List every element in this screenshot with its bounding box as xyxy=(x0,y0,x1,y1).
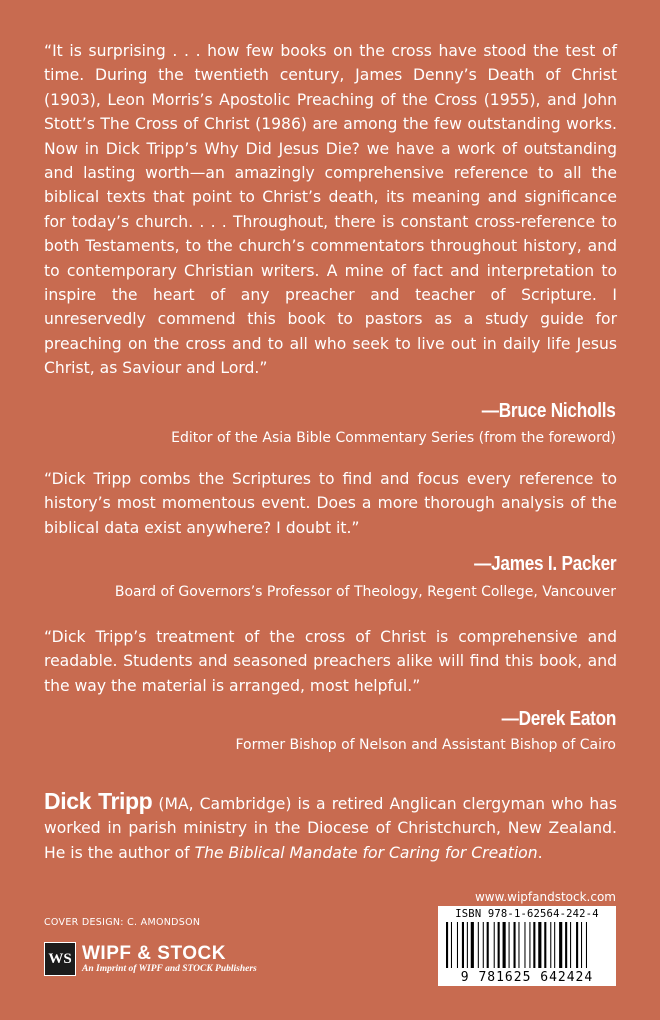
ws-logo-icon: WS xyxy=(44,942,76,976)
quote-packer: “Dick Tripp combs the Scriptures to find and focus every reference to history’s most momentous event. Does a more thorough analysis of the biblical data exist anywhere? I doubt it.” xyxy=(44,470,617,537)
cover-design-credit: COVER DESIGN: C. AMONDSON xyxy=(44,917,201,928)
barcode-digits: 9 781625 642424 xyxy=(460,970,594,985)
attribution-title-packer: Board of Governors’s Professor of Theology, Regent College, Vancouver xyxy=(114,584,616,600)
publisher-text xyxy=(82,944,257,974)
author-bio-end: . xyxy=(537,843,543,862)
attribution-name-packer: —James I. Packer xyxy=(473,553,616,575)
author-name: Dick Tripp xyxy=(44,788,153,814)
quote-eaton: “Dick Tripp’s treatment of the cross of Christ is comprehensive and readable. Students and seasoned preachers alike will find this book, and the way the material is arranged, most helpful.” xyxy=(44,628,617,695)
publisher-website: www.wipfandstock.com xyxy=(474,890,616,904)
barcode-icon xyxy=(446,922,608,968)
author-bio xyxy=(44,789,617,865)
quote-nicholls: “It is surprising . . . how few books on the cross have stood the test of time. During the twentieth century, James Denny’s Death of Christ (1903), Leon Morris’s Apostolic Preaching of the Cross (1955), and John Stott’s The Cross of Christ (1986) are among the few outstanding works. Now in Dick Tripp’s Why Did Jesus Die? we have a work of outstanding and lasting worth—an amazingly comprehensive reference to all the biblical texts that point to Christ’s death, its meaning and significance for today’s church. . . . Throughout, there is constant cross-reference to both Testaments, to the church’s commentators throughout history, and to contemporary Christian writers. A mine of fact and interpretation to inspire the heart of any preacher and teacher of Scripture. I unreservedly commend this book to pastors as a study guide for preaching on the cross and to all who seek to live out in daily life Jesus Christ, as Saviour and Lord.” xyxy=(44,42,617,378)
attribution-name-nicholls: —Bruce Nicholls xyxy=(482,400,616,422)
barcode-box xyxy=(438,906,616,986)
isbn-text: ISBN 978-1-62564-242-4 xyxy=(455,908,599,920)
author-book-title: The Biblical Mandate for Caring for Creation xyxy=(194,843,538,862)
publisher-name: WIPF & STOCK xyxy=(82,943,226,964)
publisher-subtitle: An Imprint of WIPF and STOCK Publishers xyxy=(82,964,257,974)
attribution-name-eaton: —Derek Eaton xyxy=(501,708,616,730)
attribution-title-eaton: Former Bishop of Nelson and Assistant Bishop of Cairo xyxy=(235,737,616,753)
attribution-title-nicholls: Editor of the Asia Bible Commentary Series (from the foreword) xyxy=(171,430,616,446)
author-bio-text: (MA, Cambridge) is a retired Anglican clergyman who has worked in parish ministry in the Diocese of Christchurch, New Zealand. He is the author of xyxy=(44,795,617,862)
publisher-logo xyxy=(44,942,257,976)
